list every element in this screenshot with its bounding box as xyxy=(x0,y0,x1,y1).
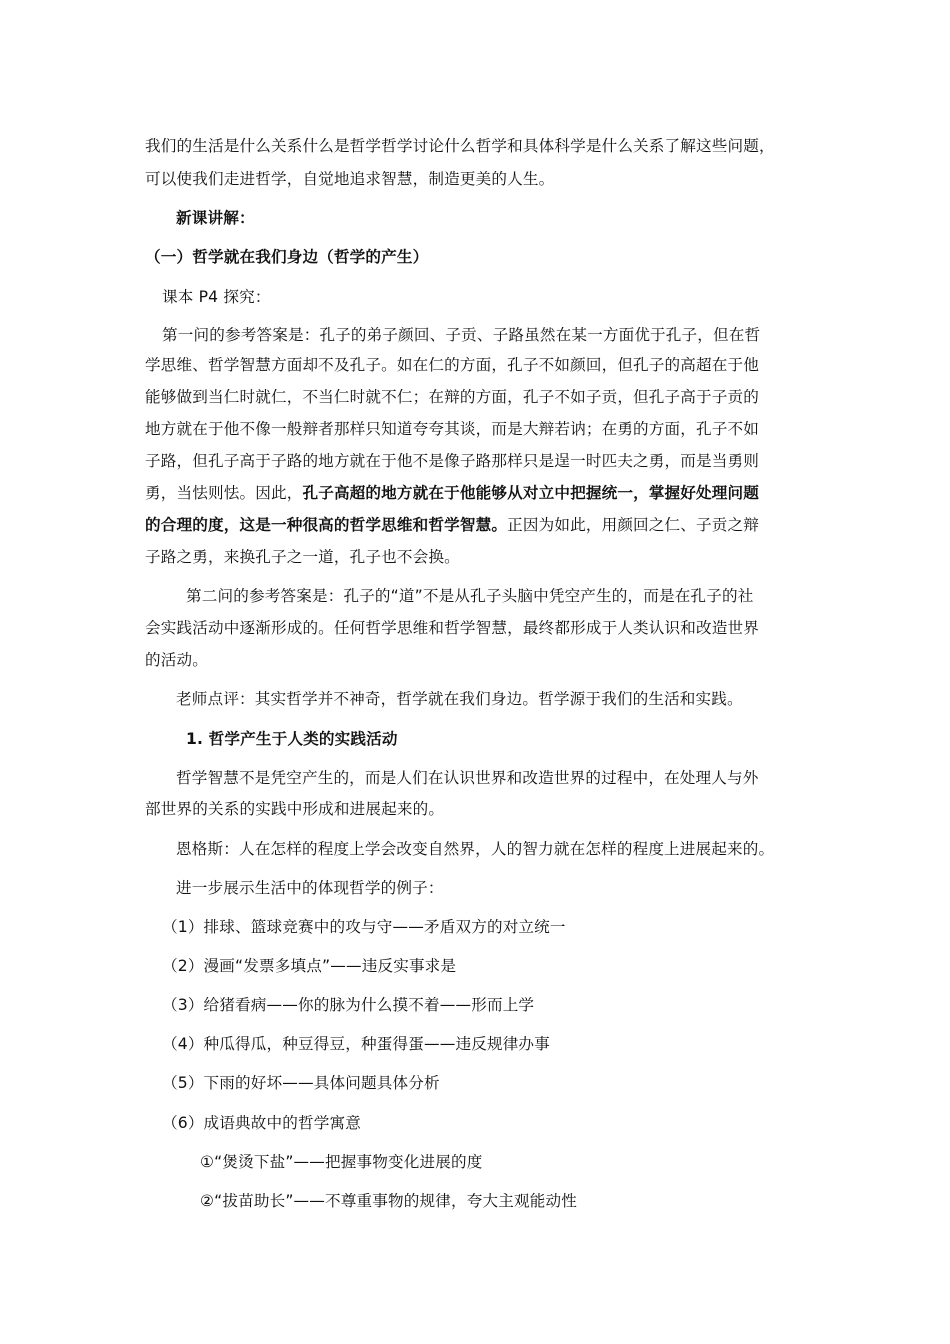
text-line: 地方就在于他不像一般辩者那样只知道夸夸其谈，而是大辩若讷；在勇的方面，孔子不如 xyxy=(145,420,760,438)
list-item: （6）成语典故中的哲学寓意 xyxy=(162,1114,361,1132)
sub-list-item: ②“拔苗助长”——不尊重事物的规律，夸大主观能动性 xyxy=(200,1192,577,1210)
text-line: 学思维、哲学智慧方面却不及孔子。如在仁的方面，孔子不如颜回，但孔子的高超在于他 xyxy=(145,356,760,374)
list-item: （5）下雨的好坏——具体问题具体分析 xyxy=(162,1074,440,1092)
subsection-heading: 1. 哲学产生于人类的实践活动 xyxy=(186,730,398,748)
sub-list-item: ①“煲烫下盐”——把握事物变化进展的度 xyxy=(200,1153,483,1171)
text-line: 第一问的参考答案是：孔子的弟子颜回、子贡、子路虽然在某一方面优于孔子，但在哲 xyxy=(162,326,761,344)
text-line xyxy=(145,483,815,503)
text-line: 子路，但孔子高于子路的地方就在于他不是像子路那样只是逞一时匹夫之勇，而是当勇则 xyxy=(145,452,760,470)
text-line: 课本 P4 探究： xyxy=(162,288,271,306)
plain-text: 正因为如此，用颜回之仁、子贡之辩 xyxy=(507,516,760,534)
plain-text: 勇，当怯则怯。因此， xyxy=(145,484,303,502)
section-heading: （一）哲学就在我们身边（哲学的产生） xyxy=(145,248,429,266)
text-line: 子路之勇，来换孔子之一道，孔子也不会换。 xyxy=(145,548,460,566)
bold-text: 的合理的度，这是一种很高的哲学思维和哲学智慧。 xyxy=(145,516,508,534)
text-line: 哲学智慧不是凭空产生的，而是人们在认识世界和改造世界的过程中，在处理人与外 xyxy=(176,769,759,787)
section-heading: 新课讲解： xyxy=(176,209,255,227)
text-line: 能够做到当仁时就仁，不当仁时就不仁；在辩的方面，孔子不如子贡，但孔子高于子贡的 xyxy=(145,388,760,406)
text-line: 我们的生活是什么关系什么是哲学哲学讨论什么哲学和具体科学是什么关系了解这些问题， xyxy=(145,137,775,155)
list-item: （1）排球、篮球竞赛中的攻与守——矛盾双方的对立统一 xyxy=(162,918,566,936)
text-line: 可以使我们走进哲学，自觉地追求智慧，制造更美的人生。 xyxy=(145,170,555,188)
text-line: 恩格斯：人在怎样的程度上学会改变自然界，人的智力就在怎样的程度上进展起来的。 xyxy=(176,840,775,858)
bold-text: 孔子高超的地方就在于他能够从对立中把握统一，掌握好处理问题 xyxy=(302,484,760,502)
list-item: （3）给猪看病——你的脉为什么摸不着——形而上学 xyxy=(162,996,535,1014)
text-line: 老师点评：其实哲学并不神奇，哲学就在我们身边。哲学源于我们的生活和实践。 xyxy=(176,690,743,708)
list-item: （4）种瓜得瓜，种豆得豆，种蛋得蛋——违反规律办事 xyxy=(162,1035,550,1053)
text-line: 进一步展示生活中的体现哲学的例子： xyxy=(176,879,444,897)
text-line: 第二问的参考答案是：孔子的“道”不是从孔子头脑中凭空产生的，而是在孔子的社 xyxy=(186,587,754,605)
text-line: 部世界的关系的实践中形成和进展起来的。 xyxy=(145,800,445,818)
text-line: 的活动。 xyxy=(145,651,208,669)
list-item: （2）漫画“发票多填点”——违反实事求是 xyxy=(162,957,457,975)
text-line xyxy=(145,515,815,535)
text-line: 会实践活动中逐渐形成的。任何哲学思维和哲学智慧，最终都形成于人类认识和改造世界 xyxy=(145,619,760,637)
